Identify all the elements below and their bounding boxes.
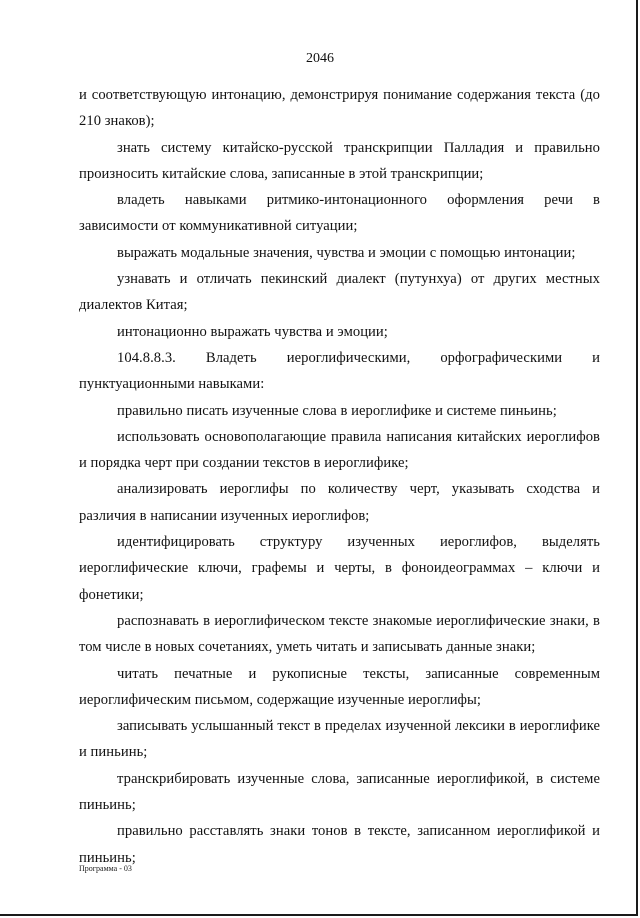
- paragraph: распознавать в иероглифическом тексте знакомые иероглифические знаки, в том числе в новых сочетаниях, уметь читать и записывать данные знаки;: [79, 612, 600, 656]
- paragraph: транскрибировать изученные слова, записанные иероглификой, в системе пиньинь;: [79, 770, 600, 814]
- paragraph: выражать модальные значения, чувства и эмоции с помощью интонации;: [117, 244, 576, 261]
- paragraph: идентифицировать структуру изученных иероглифов, выделять иероглифические ключи, графемы и черты, в фоноидеограммах – ключи и фонетики;: [79, 534, 600, 603]
- paragraph: 104.8.8.3. Владеть иероглифическими, орфографическими и пунктуационными навыками:: [79, 349, 600, 393]
- paragraph: использовать основополагающие правила написания китайских иероглифов и порядка черт при создании текстов в иероглифике;: [79, 428, 600, 472]
- paragraph: записывать услышанный текст в пределах изученной лексики в иероглифике и пиньинь;: [79, 718, 600, 761]
- document-body: [79, 82, 600, 871]
- paragraph: знать систему китайско-русской транскрипции Палладия и правильно произносить китайские слова, записанные в этой транскрипции;: [79, 139, 600, 182]
- paragraph: и соответствующую интонацию, демонстрируя понимание содержания текста (до 210 знаков);: [79, 87, 600, 130]
- paragraph: читать печатные и рукописные тексты, записанные современным иероглифическим письмом, содержащие изученные иероглифы;: [79, 665, 600, 708]
- paragraph: правильно расставлять знаки тонов в тексте, записанном иероглификой и пиньинь;: [79, 823, 600, 866]
- page-footer: Программа - 03: [79, 864, 132, 873]
- paragraph: правильно писать изученные слова в иероглифике и системе пиньинь;: [117, 402, 557, 419]
- paragraph: интонационно выражать чувства и эмоции;: [117, 323, 388, 340]
- page-number: 2046: [306, 51, 334, 66]
- paragraph: анализировать иероглифы по количеству черт, указывать сходства и различия в написании изученных иероглифов;: [79, 481, 600, 524]
- paragraph: владеть навыками ритмико-интонационного оформления речи в зависимости от коммуникативной ситуации;: [79, 192, 600, 235]
- paragraph: узнавать и отличать пекинский диалект (путунхуа) от других местных диалектов Китая;: [79, 271, 600, 314]
